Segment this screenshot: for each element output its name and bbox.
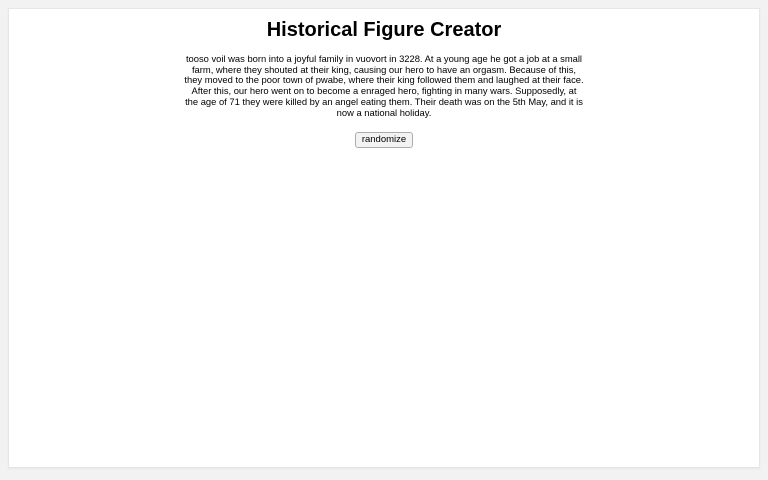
biography-text: tooso voil was born into a joyful family in vuovort in 3228. At a young age he got a job at a small farm, where they shouted at their king, causing our hero to have an orgasm. Because of this, they moved to the poor town of pwabe, where their king followed them and laughed at their face. After this, our hero went on to become a enraged hero, fighting in many wars. Supposedly, at the age of 71 they were killed by an angel eating them. Their death was on the 5th May, and it is now a national holiday.: [184, 53, 584, 118]
button-row: [9, 129, 759, 147]
page-title: Historical Figure Creator: [266, 19, 502, 41]
content-panel: [8, 8, 760, 468]
randomize-button[interactable]: randomize: [355, 132, 413, 147]
